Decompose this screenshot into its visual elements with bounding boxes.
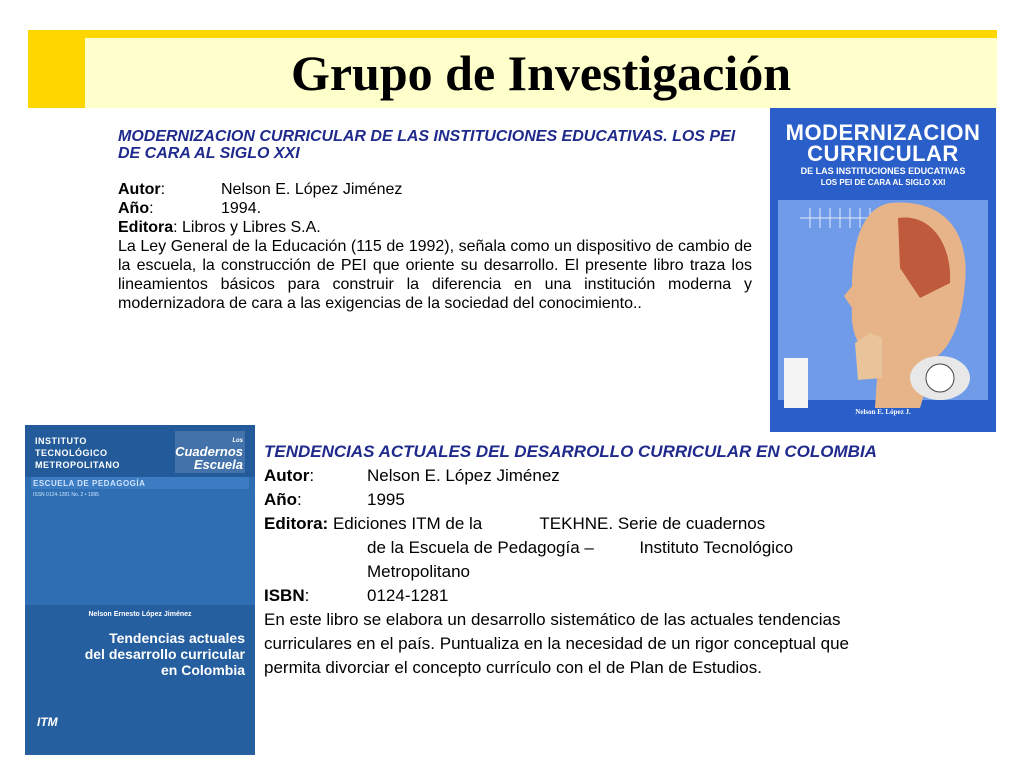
book-2-author: Nelson E. López Jiménez [367,466,560,485]
cover-2-isbn: ISSN 0124-1281 No. 2 • 1995 [33,492,99,498]
cover-2-institute-line-1: INSTITUTO [35,436,87,446]
book-1-publisher-row [118,218,752,237]
book-1-year: 1994. [221,200,262,217]
author-label: Autor [264,466,310,485]
cover-2-series-small: Los [232,438,243,444]
page-title: Grupo de Investigación [290,45,792,101]
book-2-publisher-row-2 [264,536,884,560]
book-2-year-row: Año: 1995 [264,488,884,512]
book-1-entry [118,128,752,313]
cover-2-title [39,630,245,678]
book-1-author-row: Autor: Nelson E. López Jiménez [118,181,403,198]
book-2-publisher-line-1: Ediciones ITM de la [332,514,483,533]
book-2-publisher-line-3: Metropolitano [367,562,471,581]
cover-1-title [770,122,996,164]
book-1-description: La Ley General de la Educación (115 de 1992), señala como un dispositivo de cambio de la escuela, la construcción de PEI que oriente su desarrollo. El presente libro traza los lineamientos básicos para construir la diferencia en una institución moderna y modernizadora de cara a las exigencias de la sociedad del conocimiento.. [118,238,752,312]
isbn-label: ISBN [264,586,305,605]
book-2-publisher-row [264,512,884,536]
year-label: Año [118,200,150,217]
book-1-publisher: : Libros y Libres S.A. [173,219,321,236]
book-1-title: MODERNIZACION CURRICULAR DE LAS INSTITUCIONES EDUCATIVAS. LOS PEI DE CARA AL SIGLO XXI [118,128,736,162]
book-2-publisher-line-2b: Instituto Tecnológico [639,538,794,557]
cover-2-school: ESCUELA DE PEDAGOGÍA [33,479,146,488]
cover-2-institute-line-3: METROPOLITANO [35,460,120,470]
book-2-publisher-line-1b: TEKHNE. Serie de cuadernos [539,514,766,533]
author-label: Autor [118,181,161,198]
cover-2-title-line-3: en Colombia [160,662,245,678]
cover-2-itm-logo: ITM [37,715,58,729]
book-2-description: En este libro se elabora un desarrollo sistemático de las actuales tendencias curriculares en el país. Puntualiza en la necesidad de un rigor conceptual que permita divorciar el concepto currículo con el de Plan de Estudios. [264,610,849,677]
publisher-label: Editora: [264,514,329,533]
book-2-isbn-row: ISBN: 0124-1281 [264,584,884,608]
cover-1-title-line-2: CURRICULAR [807,141,959,166]
book-2-title: TENDENCIAS ACTUALES DEL DESARROLLO CURRICULAR EN COLOMBIA [264,442,877,461]
cover-1-subtitle-2: LOS PEI DE CARA AL SIGLO XXI [820,178,946,187]
cover-2-institute-line-2: TECNOLÓGICO [35,448,108,458]
title-box [85,38,997,108]
cover-2-series-line-2: Escuela [193,457,243,472]
book-2-author-row: Autor: Nelson E. López Jiménez [264,464,884,488]
title-top-bar [85,30,997,38]
book-2-year: 1995 [367,490,405,509]
cover-2-institute [35,435,120,471]
cover-1-author: Nelson E. López J. [855,408,911,416]
title-accent-bar [28,30,85,108]
cover-2-title-line-1: Tendencias actuales [109,630,245,646]
publisher-label: Editora [118,219,174,236]
book-2-cover [25,425,255,755]
cover-1-title-line-1: MODERNIZACION [785,120,981,145]
book-1-author: Nelson E. López Jiménez [221,181,403,198]
year-label: Año [264,490,298,509]
book-2-isbn: 0124-1281 [367,586,449,605]
cover-2-series-logo [165,437,243,477]
book-1-cover [770,108,996,432]
book-2-entry [264,440,884,680]
cover-2-title-line-2: del desarrollo curricular [84,646,245,662]
cover-1-subtitle: DE LAS INSTITUCIONES EDUCATIVAS [800,166,966,176]
book-2-publisher-line-2: de la Escuela de Pedagogía – [367,538,594,557]
cover-2-series-line-1: Cuadernos [175,444,243,459]
cover-2-author: Nelson Ernesto López Jiménez [88,611,192,618]
book-1-year-row: Año: 1994. [118,200,262,217]
